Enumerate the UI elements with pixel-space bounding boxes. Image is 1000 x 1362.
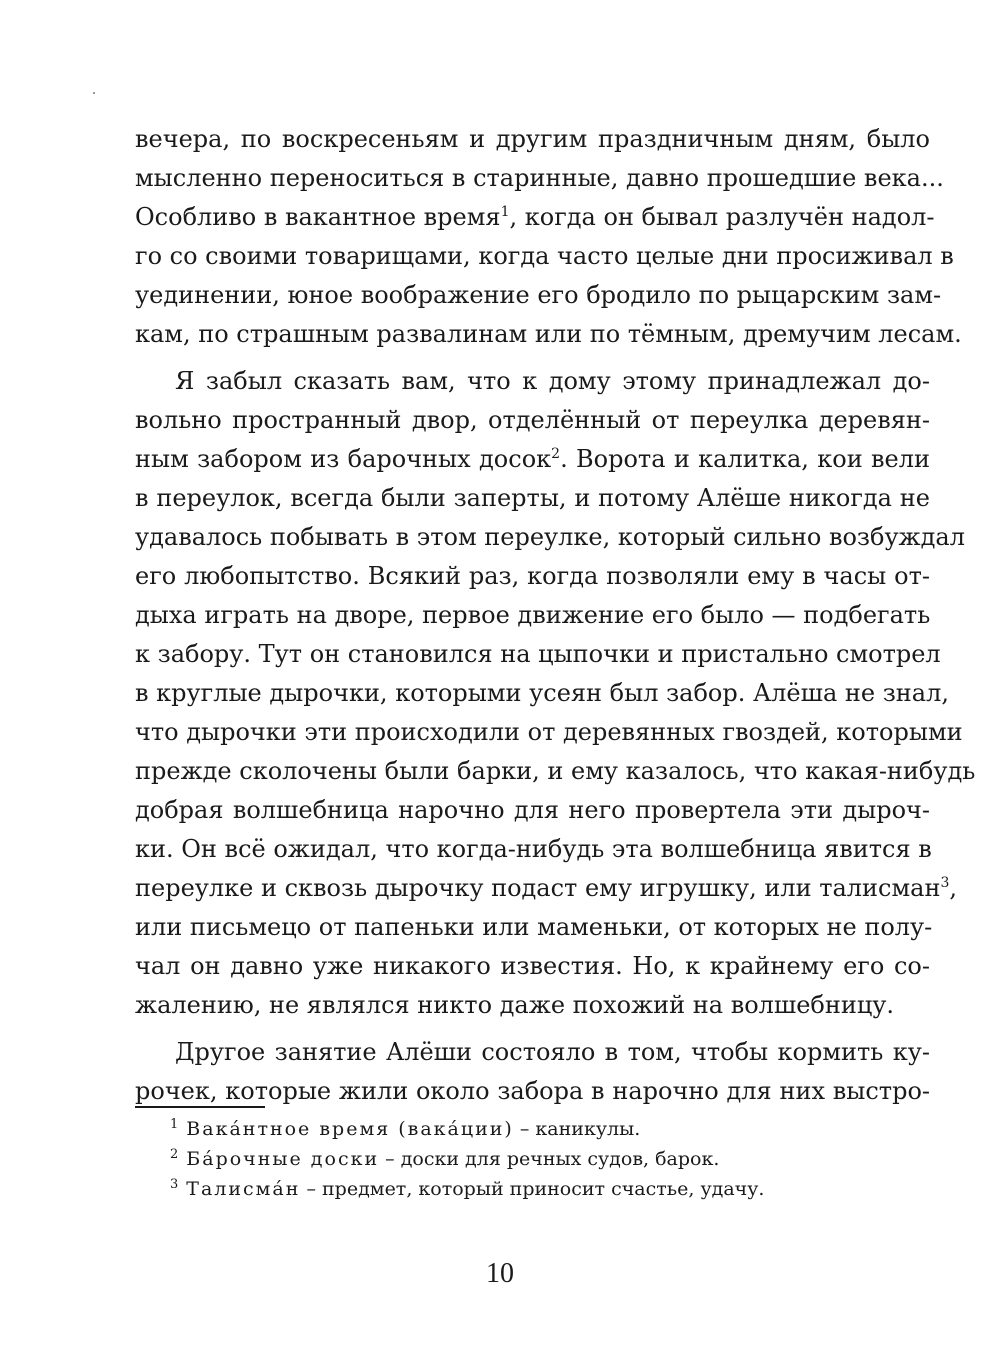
paragraph [135,362,976,1025]
footnote [170,1114,930,1144]
text-line: удавалось побывать в этом переулке, который сильно возбуждал [135,523,965,551]
text-fragment: Особливо в вакантное время [135,203,501,231]
footnote-divider [135,1106,265,1108]
paragraph [135,1033,930,1111]
text-line: мысленно переноситься в старинные, давно прошедшие века... [135,164,944,192]
text-line: дыха играть на дворе, первое движение его было — подбегать [135,601,931,629]
page-number: 10 [486,1258,514,1289]
text-line: в переулок, всегда были заперты, и потому Алёше никогда не [135,484,930,512]
footnote-ref: 3 [940,875,950,891]
footnote-definition: – предмет, который приносит счастье, удачу. [300,1178,765,1200]
footnote-number: 2 [170,1146,179,1162]
footnote [170,1174,930,1204]
footnotes [170,1114,930,1204]
text-line: добрая волшебница нарочно для него провертела эти дыроч- [135,796,930,824]
text-line: кам, по страшным развалинам или по тёмным, дремучим лесам. [135,320,962,348]
footnote-number: 1 [170,1116,179,1132]
text-line: жалению, не являлся никто даже похожий на волшебницу. [135,991,895,1019]
footnote-definition: – каникулы. [513,1118,641,1140]
text-line: его любопытство. Всякий раз, когда позволяли ему в часы от- [135,562,930,590]
text-line: уединении, юное воображение его бродило по рыцарским зам- [135,281,942,309]
text-fragment: . Ворота и калитка, кои вели [560,445,930,473]
footnote [170,1144,930,1174]
text-fragment: ным забором из барочных досок [135,445,552,473]
text-line: что дырочки эти происходили от деревянных гвоздей, которыми [135,718,963,746]
footnote-ref: 2 [551,446,561,462]
text-line: го со своими товарищами, когда часто целые дни просиживал в [135,242,954,270]
text-line: Я забыл сказать вам, что к дому этому принадлежал до- [175,367,930,395]
text-line: прежде сколочены были барки, и ему казалось, что какая-нибудь [135,757,976,785]
footnote-term: Ба́рочные доски [186,1148,380,1170]
text-line [135,198,935,237]
text-fragment: , когда он бывал разлучён надол- [509,203,935,231]
text-line: или письмецо от папеньки или маменьки, от которых не полу- [135,913,933,941]
footnote-definition: – доски для речных судов, барок. [379,1148,720,1170]
footnote-ref: 1 [500,204,510,220]
text-line: вольно пространный двор, отделённый от переулка деревян- [135,406,930,434]
text-line [135,869,958,908]
text-line: к забору. Тут он становился на цыпочки и пристально смотрел [135,640,941,668]
paragraph [135,120,962,354]
text-fragment: переулке и сквозь дырочку подаст ему игрушку, или талисман [135,874,941,902]
text-line: чал он давно уже никакого известия. Но, к крайнему его со- [135,952,930,980]
text-line: Другое занятие Алёши состояло в том, чтобы кормить ку- [175,1038,930,1066]
text-line: ки. Он всё ожидал, что когда-нибудь эта волшебница явится в [135,835,932,863]
text-fragment: , [949,874,958,902]
footnote-term: Вака́нтное время (вака́ции) [186,1118,514,1140]
text-line: вечера, по воскресеньям и другим праздничным дням, было [135,125,930,153]
body-text [135,120,976,1111]
text-line [135,440,930,479]
footnote-number: 3 [170,1176,179,1192]
footnote-term: Талисма́н [186,1178,301,1200]
text-line: рочек, которые жили около забора в нарочно для них выстро- [135,1077,930,1105]
paper-speck [93,92,95,94]
text-line: в круглые дырочки, которыми усеян был забор. Алёша не знал, [135,679,949,707]
